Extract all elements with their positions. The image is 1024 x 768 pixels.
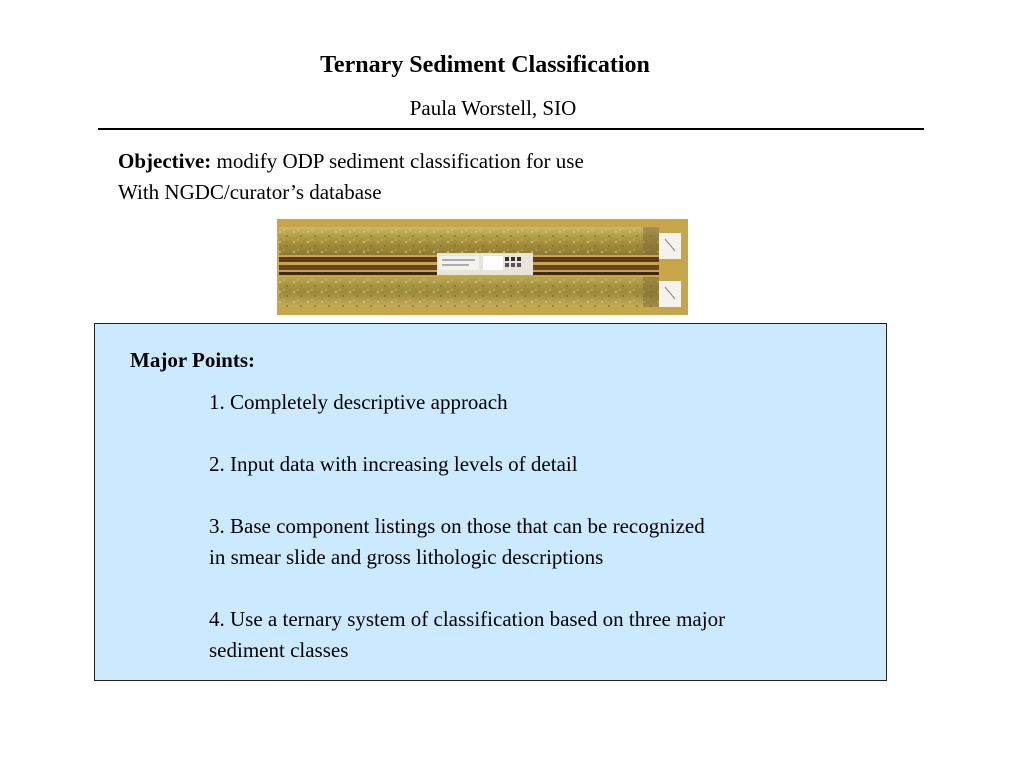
- list-item: [209, 449, 725, 480]
- sediment-core-photo-icon: [277, 219, 688, 315]
- objective-line-1: [118, 146, 584, 177]
- major-points-box: [94, 323, 887, 681]
- slide-title: Ternary Sediment Classification: [320, 52, 650, 78]
- objective-line-2: With NGDC/curator’s database: [118, 180, 382, 204]
- objective-label: Objective:: [118, 149, 212, 173]
- slide-author: Paula Worstell, SIO: [409, 96, 577, 120]
- objective-text: [118, 146, 584, 208]
- list-item-line: 3. Base component listings on those that can be recognized: [209, 514, 705, 538]
- list-item-line: 2. Input data with increasing levels of detail: [209, 452, 578, 476]
- list-item: [209, 387, 725, 418]
- major-points-list: [209, 387, 725, 697]
- title-divider: [98, 128, 924, 130]
- list-item-line: 4. Use a ternary system of classification based on three major: [209, 607, 726, 631]
- objective-line-1-text: modify ODP sediment classification for use: [211, 149, 584, 173]
- list-item: [209, 511, 725, 573]
- list-item-line: sediment classes: [209, 638, 349, 662]
- list-item-line: in smear slide and gross lithologic descriptions: [209, 545, 604, 569]
- list-item-line: 1. Completely descriptive approach: [209, 390, 508, 414]
- list-item: [209, 604, 725, 666]
- major-points-title: Major Points:: [130, 348, 256, 372]
